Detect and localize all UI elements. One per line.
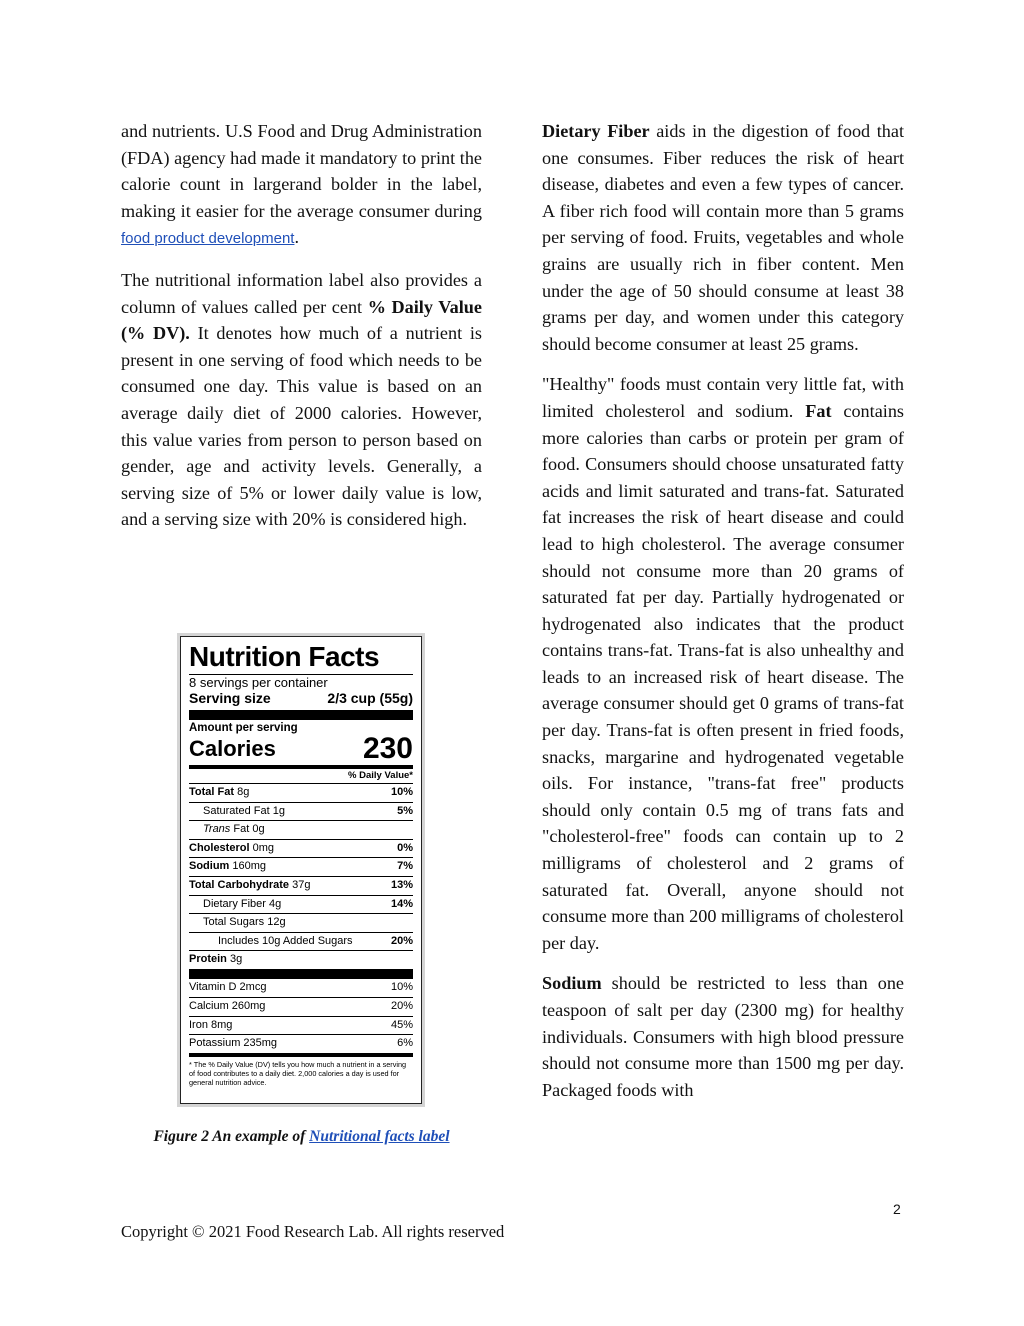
vitamin-row: Potassium 235mg 6%	[189, 1034, 413, 1053]
food-product-development-link[interactable]: food product development	[121, 230, 295, 248]
nutrition-facts-label	[180, 636, 422, 1104]
nutrition-facts-title: Nutrition Facts	[189, 641, 380, 672]
nutrient-pct: 5%	[397, 804, 413, 817]
paragraph-text: and nutrients. U.S Food and Drug Administration (FDA) agency had made it mandatory to print the calorie count in largerand bolder in the label, making it easier for the average consumer during	[121, 121, 482, 221]
paragraph-sodium	[542, 970, 904, 1103]
serving-size-label: Serving size	[189, 690, 271, 706]
nutrition-footnote: * The % Daily Value (DV) tells you how much a nutrient in a serving of food contributes to a daily diet. 2,000 calories a day is used for general nutrition advice.	[189, 1060, 407, 1088]
right-column	[542, 118, 904, 1117]
nutrient-pct: 14%	[390, 897, 413, 910]
vitamin-row: Calcium 260mg 20%	[189, 997, 413, 1016]
left-column	[121, 118, 482, 547]
nutrient-pct: 7%	[397, 860, 413, 873]
servings-per-container: 8 servings per container	[189, 675, 328, 690]
copyright-footer: Copyright © 2021 Food Research Lab. All rights reserved	[121, 1222, 505, 1241]
sodium-term: Sodium	[542, 973, 602, 994]
nutrient-pct: 0%	[397, 841, 413, 854]
calories-label: Calories	[189, 736, 276, 761]
paragraph-text: It denotes how much of a nutrient is present in one serving of food which needs to be consumed one day. This value is based on an average daily diet of 2000 calories. However, this value varies from person to person based on gender, age and activity levels. Generally, a serving size of 5% or lower daily value is low, and a serving size with 20% is considered high.	[121, 323, 482, 530]
nutrient-row-sodium: Sodium 160mg 7%	[189, 857, 413, 876]
serving-size-value: 2/3 cup (55g)	[327, 690, 413, 706]
nutrient-pct: 10%	[390, 786, 413, 798]
paragraph-text: should be restricted to less than one teaspoon of salt per day (2300 mg) for healthy individuals. Consumers with high blood pressure should not consume more than 1500 mg per day. Packaged foods with	[542, 973, 904, 1100]
paragraph-fat	[542, 371, 904, 956]
nutrient-row-cholesterol: Cholesterol 0mg 0%	[189, 839, 413, 858]
nutrient-row-total-sugars: Total Sugars 12g	[189, 913, 413, 932]
paragraph-fda-calorie	[121, 118, 482, 253]
nutrient-row-dietary-fiber: Dietary Fiber 4g 14%	[189, 895, 413, 914]
caption-prefix: Figure 2 An example of	[153, 1128, 310, 1145]
nutrient-pct: 13%	[390, 878, 413, 891]
paragraph-text: The nutritional information label also provides a column of values called per cent	[121, 269, 482, 317]
vitamin-row: Iron 8mg 45%	[189, 1016, 413, 1035]
dietary-fiber-term: Dietary Fiber	[542, 121, 650, 141]
calories-value: 230	[362, 732, 413, 765]
paragraph-dietary-fiber	[542, 118, 904, 357]
daily-value-header: % Daily Value*	[348, 770, 413, 781]
nutrient-row-saturated-fat: Saturated Fat 1g 5%	[189, 802, 413, 821]
nutrient-row-added-sugars: Includes 10g Added Sugars 20%	[189, 932, 413, 951]
paragraph-text: contains more calories than carbs or protein per gram of food. Consumers should choose unsaturated fatty acids and limit saturated and trans-fat. Saturated fat increases the risk of heart disease and could lead to high cholesterol. The average consumer should not consume more than 20 grams of saturated fat per day. Partially hydrogenated or hydrogenated also indicates that the product contains trans-fat. Trans-fat is also unhealthy and leads to an increased risk of heart disease. The average consumer should get 0 grams of trans-fat per day. Trans-fat is often present in fried foods, snacks, margarine and hydrogenated vegetable oils. For instance, "trans-fat free" products should only contain 0.5 mg of trans fats and "cholesterol-free" foods can contain up to 2 milligrams of cholesterol and 2 grams of saturated fat. Overall, anyone should not consume more than 200 milligrams of cholesterol per day.	[542, 400, 904, 953]
paragraph-end: .	[294, 227, 299, 248]
amount-per-serving: Amount per serving	[189, 722, 298, 734]
figure-caption	[121, 1128, 482, 1146]
daily-value-term: % Daily Value (% DV).	[121, 296, 482, 344]
nutritional-facts-label-link[interactable]: Nutritional facts label	[309, 1128, 450, 1145]
nutrition-label-figure	[177, 633, 425, 1107]
calories-row	[189, 732, 413, 765]
paragraph-text: "Healthy" foods must contain very little fat, with limited cholesterol and sodium.	[542, 374, 904, 421]
paragraph-daily-value	[121, 267, 482, 533]
serving-size-row	[189, 690, 413, 710]
paragraph-text: aids in the digestion of food that one consumes. Fiber reduces the risk of heart disease, diabetes and even a few types of cancer. A fiber rich food will contain more than 5 grams per serving of food. Fruits, vegetables and whole grains are usually rich in fiber content. Men under the age of 50 should consume at least 38 grams per day, and women under this category should become consumer at least 25 grams.	[542, 121, 905, 354]
nutrient-pct: 20%	[390, 934, 413, 947]
nutrient-row-trans-fat: Trans Fat 0g	[189, 820, 413, 839]
vitamins-section	[189, 979, 413, 1053]
nutrient-row-protein: Protein 3g	[189, 950, 413, 969]
nutrient-row-total-carbohydrate: Total Carbohydrate 37g 13%	[189, 876, 413, 895]
fat-term: Fat	[805, 400, 832, 421]
page-number: 2	[893, 1201, 901, 1217]
nutrient-row-total-fat: Total Fat 8g 10%	[189, 783, 413, 802]
vitamin-row: Vitamin D 2mcg 10%	[189, 980, 413, 993]
